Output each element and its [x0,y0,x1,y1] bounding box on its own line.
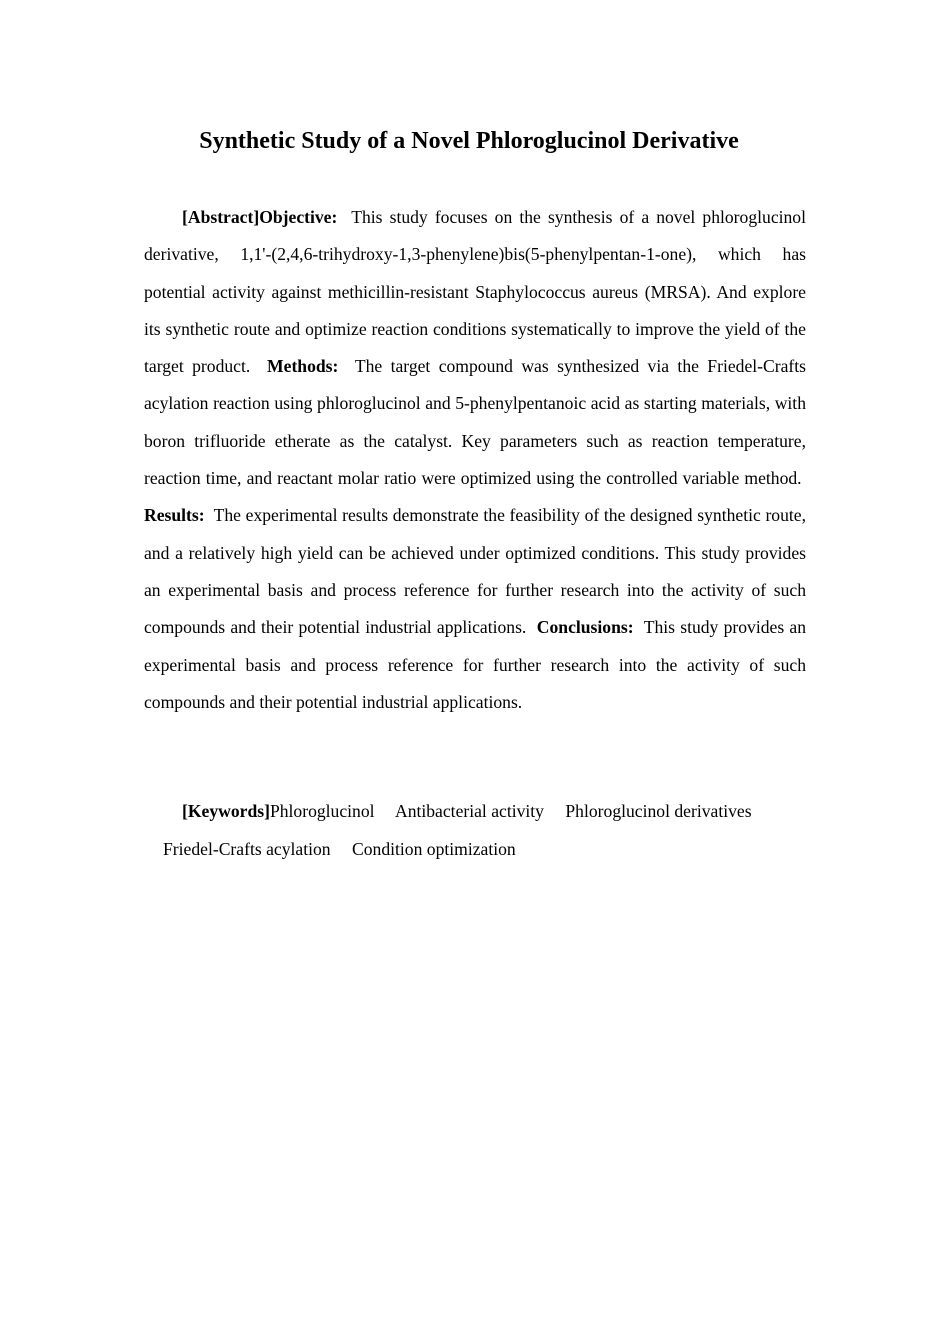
keywords-block [144,793,824,868]
objective-label: Objective: [259,207,338,227]
objective-text: This study focuses on the synthesis of a novel phloroglucinol derivative, 1,1'-(2,4,6-trihydroxy-1,3-phenylene)bis(5-phenylpentan-1-one), which has potential activity against methicillin-resistant Staphylococcus aureus (MRSA). And explore its synthetic route and optimize reaction conditions systematically to improve the yield of the target product. [144,207,806,377]
results-text: The experimental results demonstrate the feasibility of the designed synthetic route, and a relatively high yield can be achieved under optimized conditions. This study provides an experimental basis and process reference for further research into the activity of such compounds and their potential industrial applications. [144,505,806,638]
keyword-item: Phloroglucinol derivatives [565,801,752,821]
keywords-line-2 [144,831,824,869]
keyword-item: Phloroglucinol [269,801,375,821]
keywords-label: [Keywords] [182,801,270,821]
conclusions-label: Conclusions: [536,617,634,638]
results-label: Results: [144,505,205,526]
keyword-item: Antibacterial activity [394,801,544,821]
keyword-item: Friedel-Crafts acylation [163,838,331,859]
methods-text: The target compound was synthesized via the Friedel-Crafts acylation reaction using phloroglucinol and 5-phenylpentanoic acid as starting materials, with boron trifluoride etherate as the catalyst. Key parameters such as reaction temperature, reaction time, and reactant molar ratio were optimized using the controlled variable method. [144,356,806,489]
abstract-paragraph [144,199,806,721]
paper-title: Synthetic Study of a Novel Phloroglucinol Derivative [199,128,739,154]
methods-label: Methods: [267,356,339,377]
keyword-item: Condition optimization [351,838,516,859]
conclusions-text: This study provides an experimental basis and process reference for further research into the activity of such compounds and their potential industrial applications. [144,617,806,712]
abstract-label: [Abstract] [182,207,260,227]
keywords-line-1 [144,793,824,831]
